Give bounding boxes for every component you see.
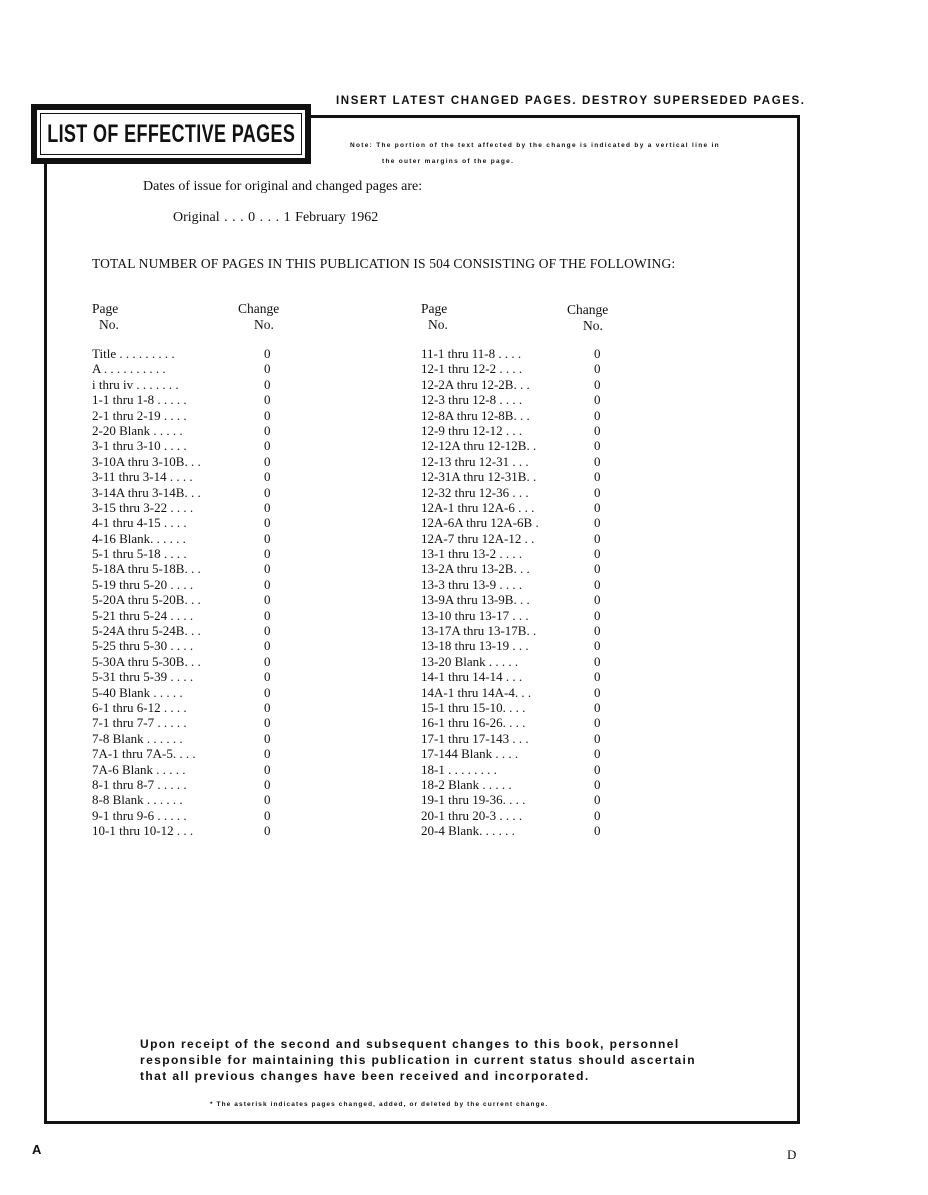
change-number: 0 xyxy=(264,392,271,408)
page-range: 5-24A thru 5-24B. . . xyxy=(92,623,201,639)
change-number: 0 xyxy=(594,392,601,408)
change-number: 0 xyxy=(264,730,271,746)
title-box xyxy=(31,104,311,164)
page-range: 12-32 thru 12-36 . . . xyxy=(421,484,529,500)
change-number: 0 xyxy=(264,453,271,469)
page-range: 12A-7 thru 12A-12 . . xyxy=(421,530,535,546)
page-range: 4-1 thru 4-15 . . . . xyxy=(92,515,187,531)
page-range: 12A-6A thru 12A-6B . xyxy=(421,515,539,531)
page-range: 5-1 thru 5-18 . . . . xyxy=(92,546,187,562)
change-number: 0 xyxy=(594,592,601,608)
change-number: 0 xyxy=(264,561,271,577)
page-id-right: D xyxy=(787,1147,797,1162)
change-number: 0 xyxy=(594,823,601,839)
change-number: 0 xyxy=(264,746,271,762)
change-number: 0 xyxy=(264,792,271,808)
page-range: 4-16 Blank. . . . . . xyxy=(92,530,186,546)
change-number: 0 xyxy=(264,607,271,623)
change-number: 0 xyxy=(594,730,601,746)
change-number: 0 xyxy=(594,530,601,546)
change-number: 0 xyxy=(264,669,271,685)
page-header-no: No. xyxy=(99,317,119,332)
page-range: 1-1 thru 1-8 . . . . . xyxy=(92,392,187,408)
right-page-header xyxy=(421,301,448,333)
change-number: 0 xyxy=(264,623,271,639)
page-header-no: No. xyxy=(428,317,448,332)
page-range: 3-14A thru 3-14B. . . xyxy=(92,484,201,500)
asterisk-note: * The asterisk indicates pages changed, added, or deleted by the current change. xyxy=(210,1101,549,1108)
change-number: 0 xyxy=(594,407,601,423)
page-range: 12-9 thru 12-12 . . . xyxy=(421,422,523,438)
change-number: 0 xyxy=(264,407,271,423)
page-range: 2-20 Blank . . . . . xyxy=(92,422,183,438)
page-range: 12-13 thru 12-31 . . . xyxy=(421,453,529,469)
page-range: 13-1 thru 13-2 . . . . xyxy=(421,546,523,562)
change-number: 0 xyxy=(264,592,271,608)
page-range: 14A-1 thru 14A-4. . . xyxy=(421,684,532,700)
change-number: 0 xyxy=(264,376,271,392)
change-number: 0 xyxy=(594,422,601,438)
page-range: 3-1 thru 3-10 . . . . xyxy=(92,438,187,454)
change-number: 0 xyxy=(264,576,271,592)
page-range: 3-15 thru 3-22 . . . . xyxy=(92,499,194,515)
change-number: 0 xyxy=(264,484,271,500)
page-range: 10-1 thru 10-12 . . . xyxy=(92,823,194,839)
receipt-note: Upon receipt of the second and subsequent changes to this book, personnel responsible for maintaining this publication in current status should ascertain that all previous changes have been received and incorporated. xyxy=(140,1037,696,1083)
change-number: 0 xyxy=(264,776,271,792)
page-range: 18-2 Blank . . . . . xyxy=(421,776,512,792)
page-range: 16-1 thru 16-26. . . . xyxy=(421,715,526,731)
page-header-label: Page xyxy=(421,301,448,316)
page-id-left: A xyxy=(32,1142,42,1157)
page-range: 12-8A thru 12-8B. . . xyxy=(421,407,530,423)
page-range: 7-1 thru 7-7 . . . . . xyxy=(92,715,187,731)
page-range: 7-8 Blank . . . . . . xyxy=(92,730,183,746)
left-change-header xyxy=(238,301,279,333)
page-range: 19-1 thru 19-36. . . . xyxy=(421,792,526,808)
page-header-label: Page xyxy=(92,301,119,316)
dates-intro: Dates of issue for original and changed pages are: xyxy=(143,179,423,194)
change-number: 0 xyxy=(594,699,601,715)
change-number: 0 xyxy=(594,576,601,592)
change-number: 0 xyxy=(594,715,601,731)
right-change-header xyxy=(567,302,608,334)
page-range: 3-10A thru 3-10B. . . xyxy=(92,453,201,469)
change-number: 0 xyxy=(264,653,271,669)
change-number: 0 xyxy=(264,761,271,777)
page-range: 7A-6 Blank . . . . . xyxy=(92,761,186,777)
page-range: 13-20 Blank . . . . . xyxy=(421,653,519,669)
change-number: 0 xyxy=(264,361,271,377)
page-range: 20-1 thru 20-3 . . . . xyxy=(421,807,523,823)
page-range: i thru iv . . . . . . . xyxy=(92,376,179,392)
change-number: 0 xyxy=(594,515,601,531)
change-number: 0 xyxy=(264,699,271,715)
page-range: 17-144 Blank . . . . xyxy=(421,746,519,762)
change-number: 0 xyxy=(594,607,601,623)
change-number: 0 xyxy=(594,453,601,469)
change-number: 0 xyxy=(594,669,601,685)
change-number: 0 xyxy=(264,499,271,515)
change-header-label: Change xyxy=(238,301,280,316)
change-number: 0 xyxy=(594,623,601,639)
change-number: 0 xyxy=(264,715,271,731)
page-range: 5-40 Blank . . . . . xyxy=(92,684,183,700)
change-number: 0 xyxy=(594,684,601,700)
change-number: 0 xyxy=(594,546,601,562)
change-number: 0 xyxy=(594,499,601,515)
page-range: 3-11 thru 3-14 . . . . xyxy=(92,469,193,485)
page-range: 11-1 thru 11-8 . . . . xyxy=(421,346,522,361)
page-range: 13-3 thru 13-9 . . . . xyxy=(421,576,523,592)
page-range: 12-2A thru 12-2B. . . xyxy=(421,376,530,392)
change-number: 0 xyxy=(594,807,601,823)
change-number: 0 xyxy=(594,484,601,500)
change-note-line1: Note: The portion of the text affected by the change is indicated by a vertical line in xyxy=(350,142,720,149)
page-range: 5-30A thru 5-30B. . . xyxy=(92,653,201,669)
change-number: 0 xyxy=(264,546,271,562)
page-range: 8-1 thru 8-7 . . . . . xyxy=(92,776,187,792)
change-number: 0 xyxy=(594,346,601,361)
change-number: 0 xyxy=(264,346,271,361)
change-number: 0 xyxy=(264,469,271,485)
change-number: 0 xyxy=(264,807,271,823)
change-number: 0 xyxy=(264,422,271,438)
change-number: 0 xyxy=(594,638,601,654)
change-note-line2: the outer margins of the page. xyxy=(382,158,515,165)
change-number: 0 xyxy=(594,776,601,792)
page-range: 13-9A thru 13-9B. . . xyxy=(421,592,530,608)
change-number: 0 xyxy=(594,361,601,377)
page-range: 7A-1 thru 7A-5. . . . xyxy=(92,746,196,762)
change-number: 0 xyxy=(264,515,271,531)
page-title: LIST OF EFFECTIVE PAGES xyxy=(47,119,295,148)
page-range: 12-3 thru 12-8 . . . . xyxy=(421,392,523,408)
page-range: Title . . . . . . . . . xyxy=(92,346,175,361)
page-range: 13-17A thru 13-17B. . xyxy=(421,623,537,639)
page-range: 12-31A thru 12-31B. . xyxy=(421,469,537,485)
page-range: 13-18 thru 13-19 . . . xyxy=(421,638,529,654)
page-range: 5-19 thru 5-20 . . . . xyxy=(92,576,194,592)
page-range: A . . . . . . . . . . xyxy=(92,361,166,377)
page-range: 5-21 thru 5-24 . . . . xyxy=(92,607,194,623)
change-number: 0 xyxy=(594,469,601,485)
change-number: 0 xyxy=(594,653,601,669)
change-number: 0 xyxy=(264,684,271,700)
change-header-label: Change xyxy=(567,302,609,317)
page-range: 6-1 thru 6-12 . . . . xyxy=(92,699,187,715)
page-range: 12-12A thru 12-12B. . xyxy=(421,438,537,454)
change-header-no: No. xyxy=(583,318,603,333)
total-pages-line: TOTAL NUMBER OF PAGES IN THIS PUBLICATION IS 504 CONSISTING OF THE FOLLOWING: xyxy=(92,256,676,271)
change-number: 0 xyxy=(264,438,271,454)
insert-instruction: INSERT LATEST CHANGED PAGES. DESTROY SUPERSEDED PAGES. xyxy=(336,95,806,107)
change-number: 0 xyxy=(594,376,601,392)
page-range: 5-20A thru 5-20B. . . xyxy=(92,592,201,608)
change-header-no: No. xyxy=(254,317,274,332)
page-range: 5-18A thru 5-18B. . . xyxy=(92,561,201,577)
page-range: 9-1 thru 9-6 . . . . . xyxy=(92,807,187,823)
page-range: 12-1 thru 12-2 . . . . xyxy=(421,361,523,377)
page-range: 13-2A thru 13-2B. . . xyxy=(421,561,530,577)
change-number: 0 xyxy=(594,438,601,454)
change-number: 0 xyxy=(594,746,601,762)
page-range: 5-31 thru 5-39 . . . . xyxy=(92,669,194,685)
page-range: 14-1 thru 14-14 . . . xyxy=(421,669,523,685)
change-number: 0 xyxy=(594,761,601,777)
page-range: 13-10 thru 13-17 . . . xyxy=(421,607,529,623)
left-page-header xyxy=(92,301,119,333)
page-range: 17-1 thru 17-143 . . . xyxy=(421,730,529,746)
page-range: 12A-1 thru 12A-6 . . . xyxy=(421,499,535,515)
page-range: 8-8 Blank . . . . . . xyxy=(92,792,183,808)
page-range: 20-4 Blank. . . . . . xyxy=(421,823,515,839)
original-issue-line: Original . . . 0 . . . 1 February 1962 xyxy=(173,210,379,225)
change-number: 0 xyxy=(594,561,601,577)
page-range: 18-1 . . . . . . . . xyxy=(421,761,497,777)
change-number: 0 xyxy=(264,530,271,546)
page-range: 15-1 thru 15-10. . . . xyxy=(421,699,526,715)
change-note xyxy=(350,138,780,170)
change-number: 0 xyxy=(264,823,271,839)
page-range: 5-25 thru 5-30 . . . . xyxy=(92,638,194,654)
change-number: 0 xyxy=(594,792,601,808)
page-range: 2-1 thru 2-19 . . . . xyxy=(92,407,187,423)
change-number: 0 xyxy=(264,638,271,654)
